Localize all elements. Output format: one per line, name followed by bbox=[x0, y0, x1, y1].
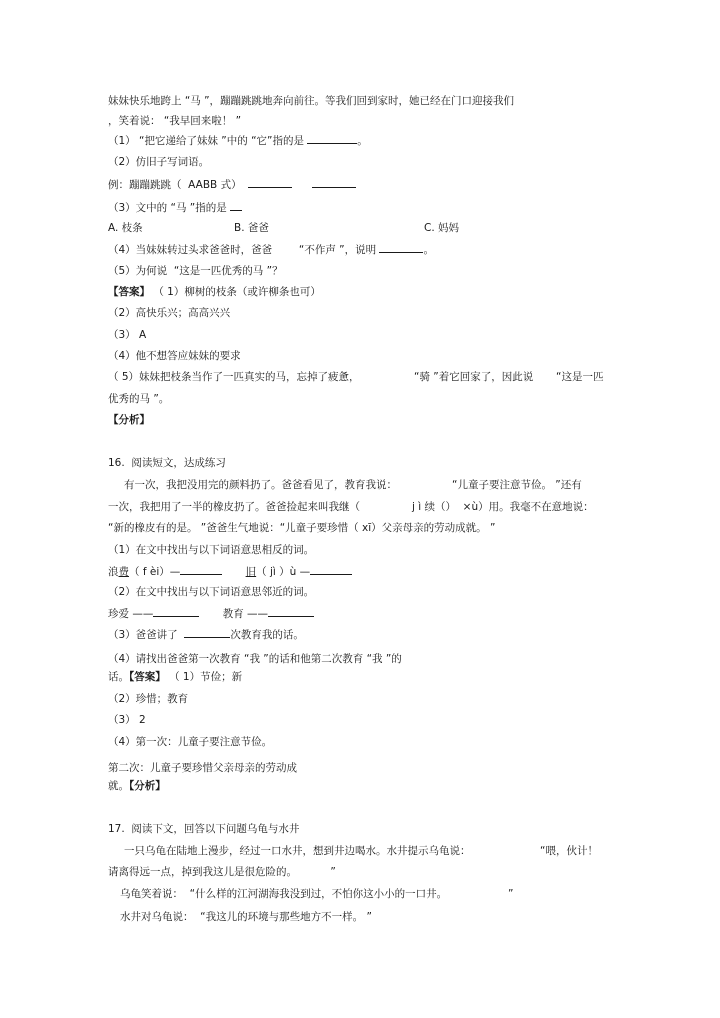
q15-option-c: C. 妈妈 bbox=[424, 222, 460, 234]
q16-question-4-cont bbox=[108, 670, 242, 684]
q16-passage-line-2: 一次，我把用了一半的橡皮扔了。爸爸捡起来叫我继（ bbox=[108, 501, 360, 513]
answer-blank bbox=[230, 200, 242, 211]
q17-passage-line-4: 水井对乌龟说： “我这儿的环境与那些地方不一样。 ” bbox=[120, 911, 372, 923]
q16-passage-line-1: 有一次，我把没用完的颜料扔了。爸爸看见了，教育我说： bbox=[124, 479, 397, 491]
q15-analysis-label: 【分析】 bbox=[108, 414, 150, 426]
q15-q4-end: 。 bbox=[423, 244, 434, 256]
q16-synonym-row bbox=[108, 606, 314, 621]
q16-answer-4-end bbox=[108, 779, 166, 793]
q16-question-1: （1）在文中找出与以下词语意思相反的词。 bbox=[108, 544, 315, 556]
q15-answer-3: （3） A bbox=[108, 329, 147, 341]
q16-word-1-underlined: 费 bbox=[118, 566, 129, 578]
q15-answer-5-end: 优秀的马 ”。 bbox=[108, 393, 170, 405]
q16-heading: 16. 阅读短文，达成练习 bbox=[108, 457, 226, 469]
q15-question-3 bbox=[108, 200, 242, 215]
q16-word-1-pinyin: （ f èi）— bbox=[129, 566, 181, 578]
q16-q3-text: （3）爸爸讲了 bbox=[108, 629, 178, 641]
q16-synonym-2: 教育 —— bbox=[222, 608, 269, 620]
answer-blank bbox=[379, 242, 423, 253]
q15-answer-2: （2）高快乐兴；高高兴兴 bbox=[108, 307, 231, 319]
q15-answer-5-part-b: “骑 ”着它回家了，因此说 bbox=[414, 371, 534, 383]
q15-question-5: （5）为何说 “这是一匹优秀的马 ”？ bbox=[108, 265, 283, 277]
q15-question-2: （2）仿旧子写词语。 bbox=[108, 156, 210, 168]
q16-passage-line-1-quote: “儿童子要注意节俭。 ”还有 bbox=[452, 479, 582, 491]
q15-example-text: 例：蹦蹦跳跳（ AABB 式） bbox=[108, 179, 242, 191]
answer-blank bbox=[153, 606, 199, 617]
q17-passage-line-3-end: ” bbox=[508, 888, 514, 900]
q15-answer-1 bbox=[108, 285, 321, 299]
q17-passage-line-2: 请离得远一点，掉到我这儿是很危险的。 ” bbox=[108, 866, 336, 878]
answer-label: 【答案】 bbox=[129, 671, 166, 683]
q16-analysis-label: 【分析】 bbox=[129, 780, 166, 792]
q15-q3-text: （3）文中的 “马 ”指的是 bbox=[108, 202, 227, 214]
q15-q4-quote: “不作声 ”，说明 bbox=[298, 244, 377, 256]
q16-passage-line-2-pinyin: j ì 续（） ×ù）用。我毫不在意地说： bbox=[412, 501, 594, 513]
q16-passage-line-3: “新的橡皮有的是。 ”爸爸生气地说：“儿童子要珍惜（ xī）父亲母亲的劳动成就。 ” bbox=[108, 522, 496, 534]
answer-blank bbox=[312, 177, 356, 188]
answer-blank bbox=[307, 133, 357, 144]
q16-antonym-row bbox=[108, 564, 352, 579]
answer-blank bbox=[268, 606, 314, 617]
q16-word-2-pinyin: （ jì ）ù — bbox=[256, 566, 311, 578]
answer-blank bbox=[184, 627, 230, 638]
q16-word-1-start: 浪 bbox=[108, 566, 119, 578]
q15-answer-5-part-c: “这是一匹 bbox=[556, 371, 604, 383]
q16-answer-4: （4）第一次：儿童子要注意节俭。 bbox=[108, 736, 273, 748]
q17-passage-line-1-quote: “喂，伙计！ bbox=[540, 845, 598, 857]
q15-q1-end: 。 bbox=[357, 135, 368, 147]
q16-synonym-1: 珍爱 —— bbox=[108, 608, 154, 620]
q15-answer-4: （4）他不想答应妹妹的要求 bbox=[108, 350, 241, 362]
answer-label: 【答案】 bbox=[108, 286, 150, 298]
answer-blank bbox=[310, 564, 352, 575]
q16-answer-4-end-text: 就。 bbox=[108, 780, 129, 792]
q15-answer-5: （ 5）妹妹把枝条当作了一匹真实的马，忘掉了疲惫， bbox=[108, 371, 360, 383]
q15-paragraph-line-1: 妹妹快乐地跨上 “马 ”，蹦蹦跳跳地奔向前往。等我们回到家时，她已经在门口迎接我们 bbox=[108, 95, 515, 107]
q15-answer-1-text: （ 1）柳树的枝条（或许柳条也可） bbox=[153, 286, 321, 298]
q15-option-a: A. 枝条 bbox=[108, 222, 143, 234]
q15-q4-text: （4）当妹妹转过头求爸爸时，爸爸 bbox=[108, 244, 273, 256]
answer-blank bbox=[248, 177, 292, 188]
q17-passage-line-1: 一只乌龟在陆地上漫步，经过一口水井，想到井边喝水。水井提示乌龟说： bbox=[124, 845, 471, 857]
q15-q1-text: （1） “把它递给了妹妹 ”中的 “它”指的是 bbox=[108, 135, 304, 147]
q15-question-2-example bbox=[108, 177, 356, 192]
q16-question-4: （4）请找出爸爸第一次教育 “我 ”的话和他第二次教育 “我 ”的 bbox=[108, 653, 402, 665]
q17-heading: 17. 阅读下文，回答以下问题乌龟与水井 bbox=[108, 823, 300, 835]
q16-q4-end: 话。 bbox=[108, 671, 129, 683]
q16-question-3 bbox=[108, 627, 304, 642]
q15-question-1 bbox=[108, 133, 368, 148]
q16-word-2-underlined: 旧 bbox=[245, 566, 257, 578]
q15-paragraph-line-2: ，笑着说： “我早回来啦！ ” bbox=[108, 115, 242, 127]
answer-blank bbox=[180, 564, 222, 575]
q16-answer-2: （2）珍惜；教育 bbox=[108, 693, 189, 705]
q16-answer-1: （ 1）节俭；新 bbox=[169, 671, 243, 683]
q16-answer-3: （3） 2 bbox=[108, 714, 146, 726]
q15-question-4 bbox=[108, 242, 434, 257]
q16-q3-end: 次教育我的话。 bbox=[230, 629, 304, 641]
q16-question-2: （2）在文中找出与以下词语意思邻近的词。 bbox=[108, 586, 315, 598]
q16-answer-4-second: 第二次：儿童子要珍惜父亲母亲的劳动成 bbox=[108, 762, 297, 774]
q17-passage-line-3: 乌龟笑着说： “什么样的江河湖海我没到过，不怕你这小小的一口井。 bbox=[120, 888, 448, 900]
q15-option-b: B. 爸爸 bbox=[234, 222, 269, 234]
